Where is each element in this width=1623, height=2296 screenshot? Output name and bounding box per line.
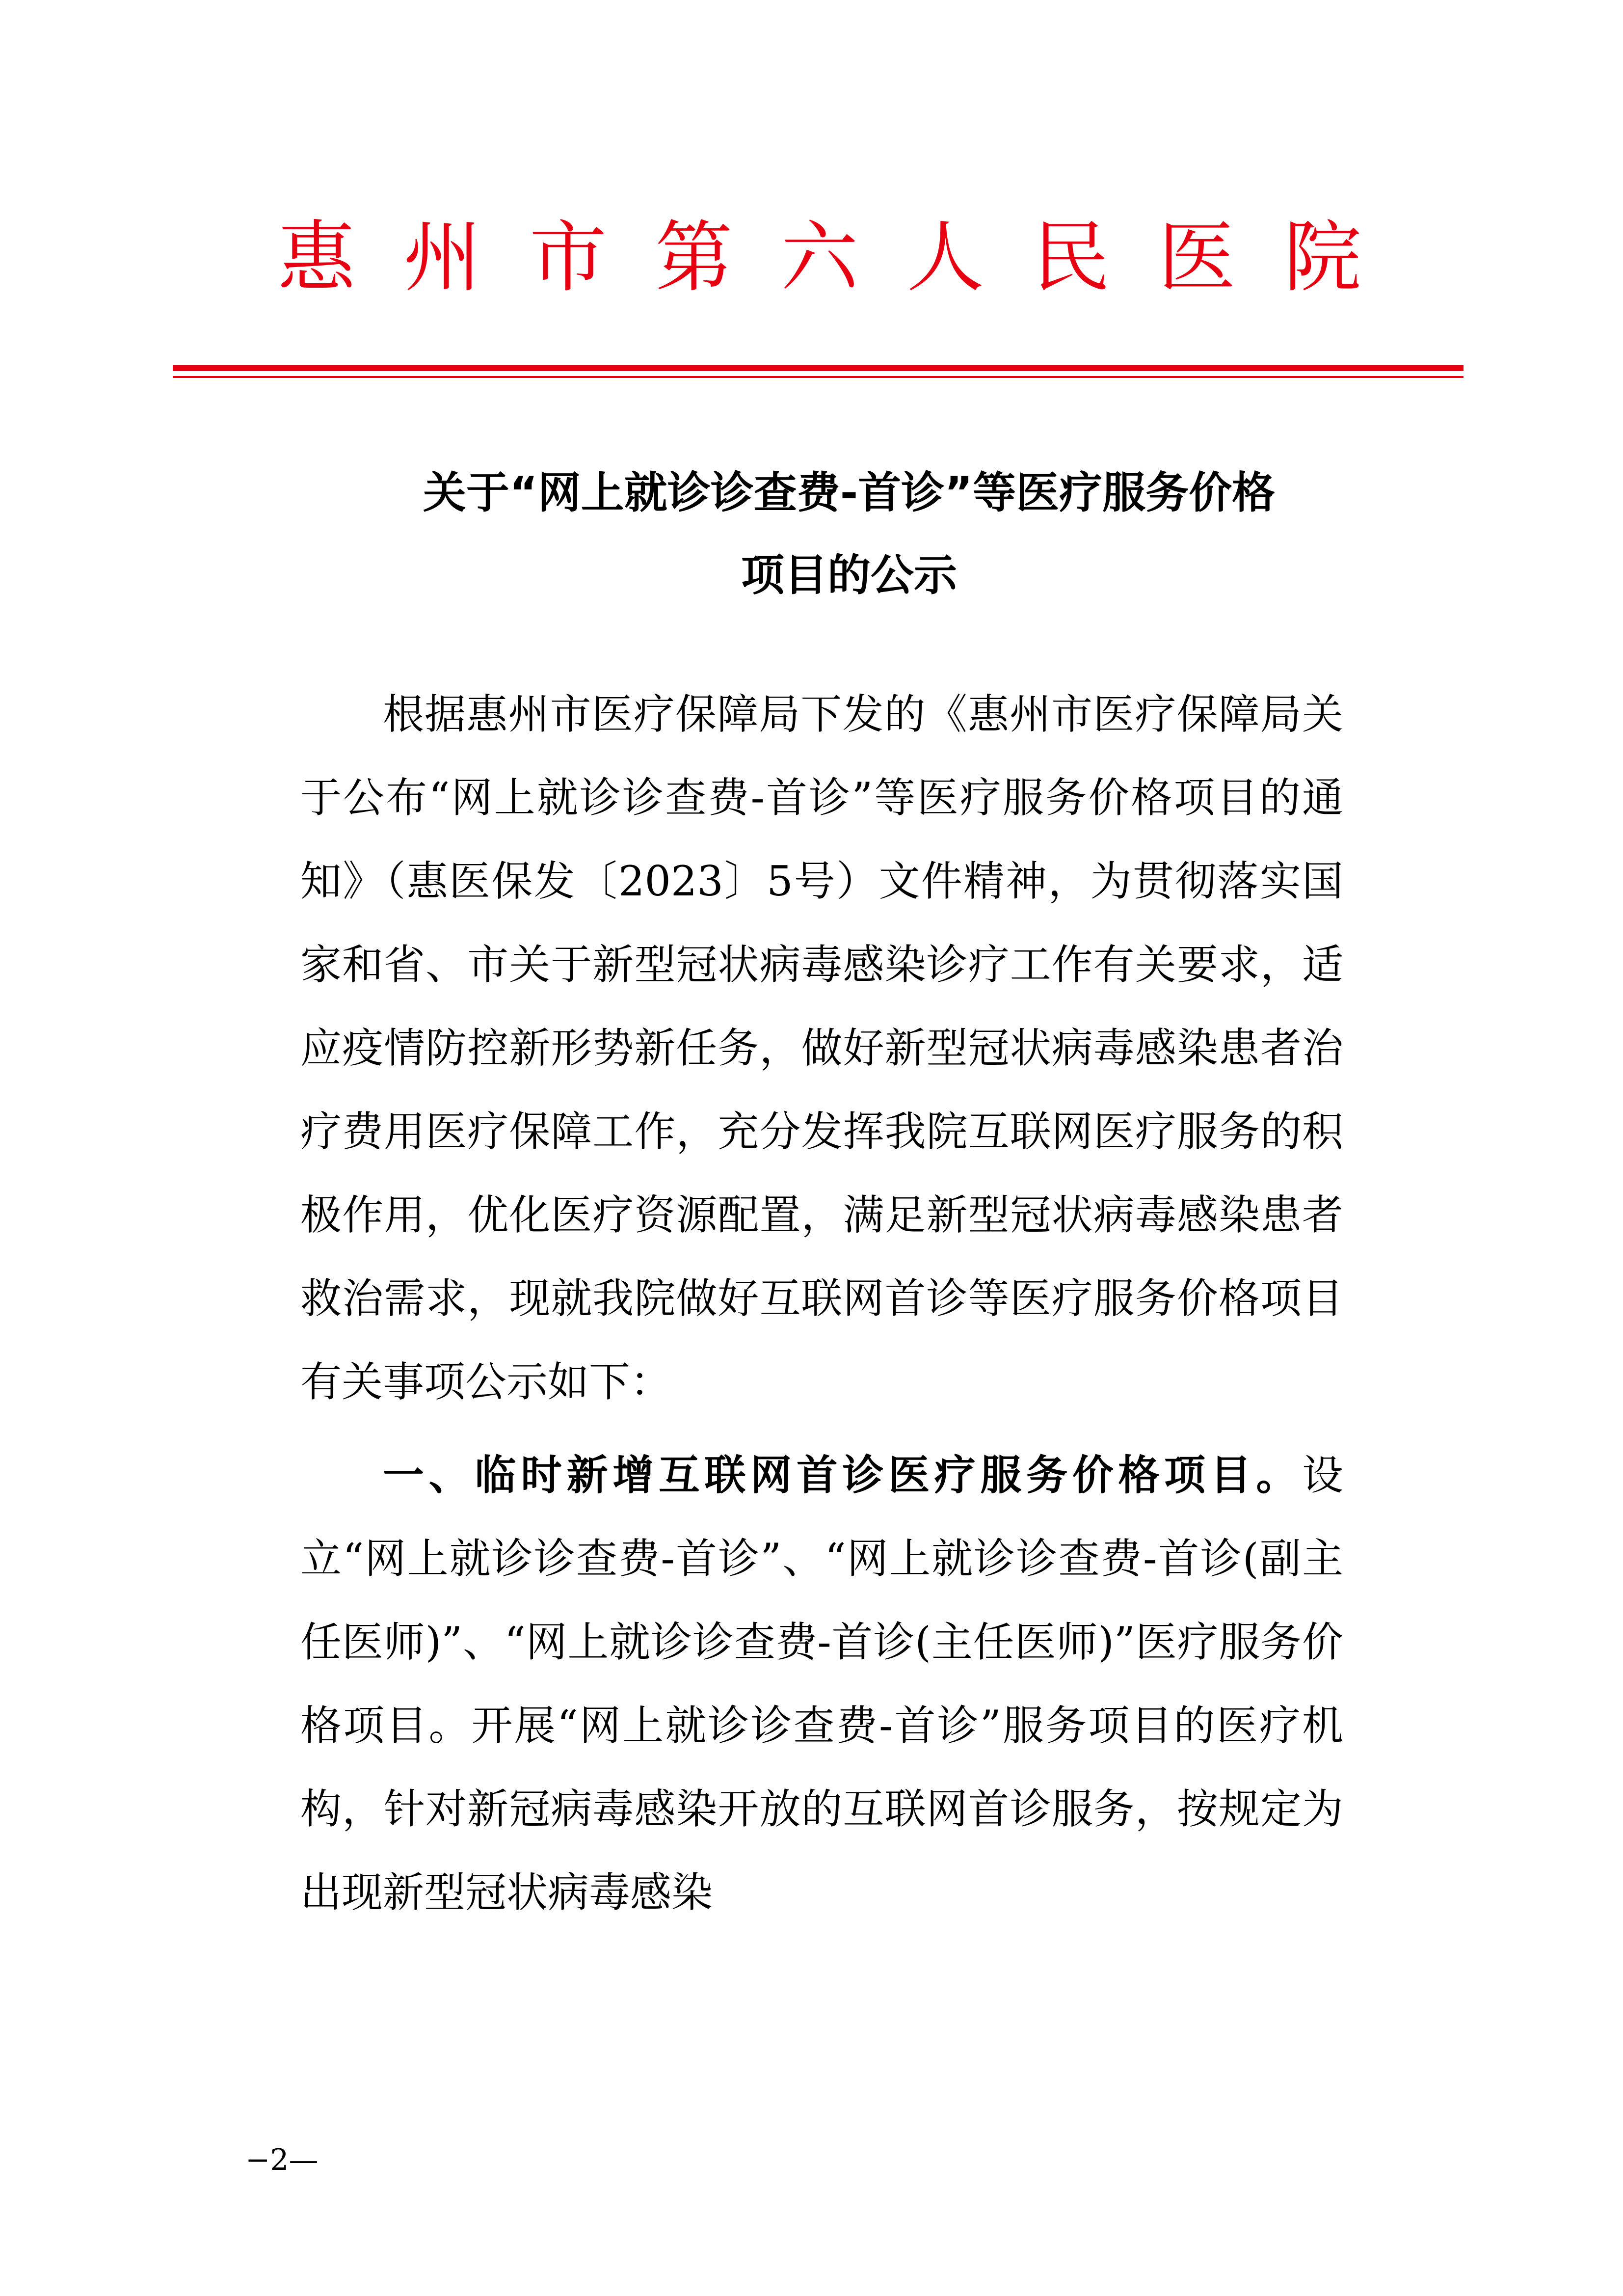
letterhead-char: 六	[781, 213, 858, 303]
letterhead-divider-thick	[173, 365, 1463, 371]
letterhead-char: 州	[403, 213, 481, 303]
letterhead-char: 民	[1032, 213, 1110, 303]
letterhead-char: 医	[1158, 213, 1236, 303]
letterhead-char: 市	[529, 213, 607, 303]
letterhead-char: 院	[1284, 213, 1361, 303]
section-1-paragraph	[300, 1433, 1343, 1934]
document-title-line-1: 关于“网上就诊诊查费-首诊”等医疗服务价格	[423, 467, 1276, 518]
document-title	[294, 452, 1404, 617]
letterhead-char: 惠	[278, 213, 355, 303]
section-1-text: 设立“网上就诊诊查费-首诊”、“网上就诊诊查费-首诊(副主任医师)”、“网上就诊诊查费-首诊(主任医师)”医疗服务价格项目。开展“网上就诊诊查费-首诊”服务项目的医疗机构，针对新冠病毒感染开放的互联网首诊服务，按规定为出现新型冠状病毒感染	[300, 1451, 1343, 1917]
document-body	[300, 673, 1343, 1934]
intro-paragraph: 根据惠州市医疗保障局下发的《惠州市医疗保障局关于公布“网上就诊诊查费-首诊”等医疗服务价格项目的通知》（惠医保发〔2023〕5号）文件精神，为贯彻落实国家和省、市关于新型冠状病毒感染诊疗工作有关要求，适应疫情防控新形势新任务，做好新型冠状病毒感染患者治疗费用医疗保障工作，充分发挥我院互联网医疗服务的积极作用，优化医疗资源配置，满足新型冠状病毒感染患者救治需求，现就我院做好互联网首诊等医疗服务价格项目有关事项公示如下：	[300, 690, 1343, 1406]
document-title-line-2: 项目的公示	[741, 550, 957, 600]
page-number: −2—	[245, 2143, 319, 2177]
letterhead-divider-thin	[173, 376, 1463, 378]
section-1-heading: 一、临时新增互联网首诊医疗服务价格项目。	[383, 1451, 1302, 1499]
letterhead-char: 第	[655, 213, 733, 303]
letterhead-hospital-name	[275, 211, 1364, 304]
letterhead-char: 人	[906, 213, 984, 303]
